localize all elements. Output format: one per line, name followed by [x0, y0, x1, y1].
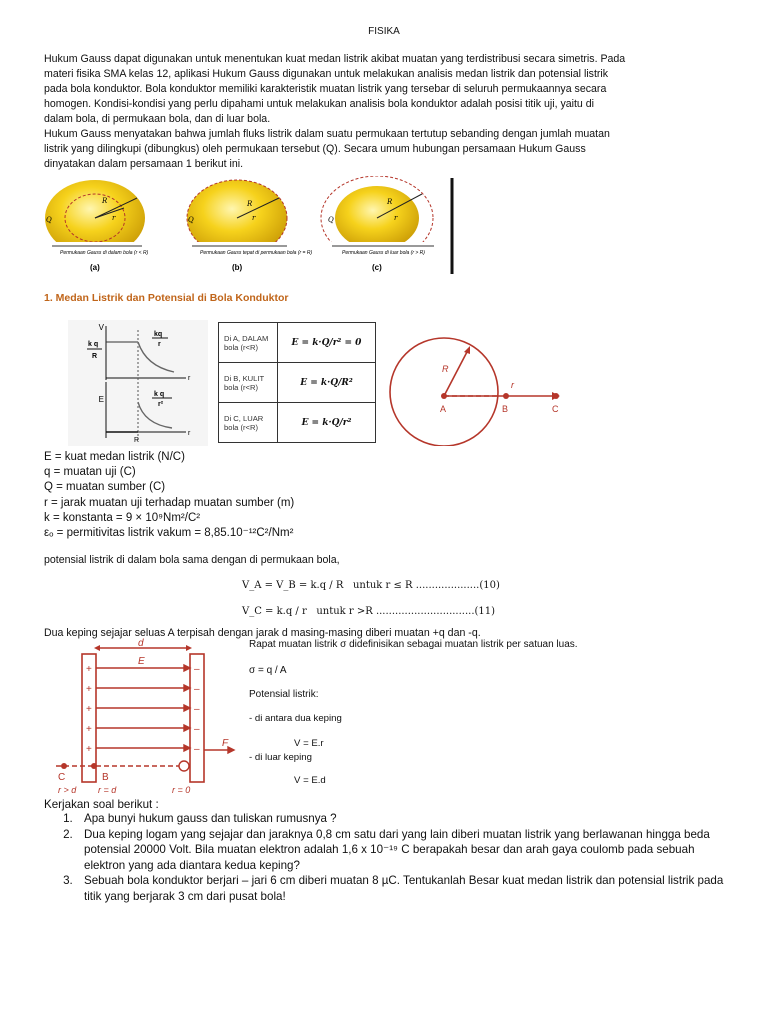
circle-diagram	[386, 330, 572, 446]
section-title: 1. Medan Listrik dan Potensial di Bola Konduktor	[44, 292, 289, 304]
sphere-caption: Permukaan Gauss tepat di permukaan bola (r = R)	[200, 250, 313, 256]
plus-sign: +	[86, 684, 92, 695]
intro-line: pada bola konduktor. Bola konduktor memiliki karakteristik muatan listrik yang tersebar di seluruh permukaannya secara	[44, 83, 607, 95]
plates-intro: Dua keping sejajar seluas A terpisah dengan jarak d masing-masing diberi muatan +q dan -q.	[44, 627, 481, 639]
eq11-lhs: V_C = k.q / r	[242, 606, 307, 617]
kq2-den: r²	[158, 401, 164, 408]
f-label: F	[222, 738, 229, 749]
table-cell: Di B, KULIT bola (r<R)	[219, 363, 278, 403]
svg-text:Q: Q	[328, 216, 334, 224]
table-row	[219, 323, 376, 363]
kq-curve-den: r	[158, 341, 161, 348]
kq-curve-label: kq	[154, 331, 163, 338]
plus-sign: +	[86, 664, 92, 675]
legend-item: εₒ = permitivitas listrik vakum = 8,85.10⁻¹²C²/Nm²	[44, 527, 294, 540]
intro-line: Hukum Gauss menyatakan bahwa jumlah fluks listrik dalam suatu permukaan tertutup sebanding dengan jumlah muatan	[44, 128, 610, 140]
variable-legend	[44, 450, 294, 541]
d-label: d	[138, 638, 144, 649]
r-axis-label: r	[188, 375, 191, 382]
sphere-caption: Permukaan Gauss di luar bola (r > R)	[342, 250, 425, 256]
outside-plates-note: - di luar keping	[249, 752, 312, 763]
c-label: C	[58, 772, 66, 783]
svg-text:r: r	[394, 214, 398, 222]
table-formula: E = k·Q/R²	[278, 363, 376, 403]
svg-text:R: R	[387, 198, 393, 206]
intro-line: dalam bola, di permukaan bola, dan di luar bola.	[44, 113, 271, 125]
sphere-caption: Permukaan Gauss di dalam bola (r < R)	[60, 250, 149, 256]
gauss-spheres-figure	[42, 176, 462, 276]
minus-sign: –	[194, 744, 200, 755]
table-formula: E = k·Q/r²	[278, 403, 376, 443]
svg-text:R: R	[102, 197, 108, 205]
legend-item: E = kuat medan listrik (N/C)	[44, 451, 185, 463]
equation-11	[242, 606, 495, 617]
eq10-cond: untuk r ≤ R	[352, 580, 413, 591]
point-c-label: C	[552, 404, 559, 414]
svg-text:r: r	[112, 214, 116, 222]
legend-item: Q = muatan sumber (C)	[44, 481, 166, 494]
kq2-label: k q	[154, 391, 165, 398]
r-axis-label: r	[188, 430, 191, 437]
r-label: r	[511, 380, 514, 390]
potential-intro: potensial listrik di dalam bola sama dengan di permukaan bola,	[44, 554, 340, 566]
intro-line: Hukum Gauss dapat digunakan untuk menentukan kuat medan listrik akibat muatan yang terdistribusi secara simetris. Pada	[44, 53, 626, 65]
potential-label: Potensial listrik:	[249, 689, 319, 700]
eq11-cond: untuk r >R	[316, 606, 373, 617]
kq-label: k q	[88, 341, 99, 348]
sphere-label: (b)	[232, 263, 243, 272]
R-tick-label: R	[134, 437, 140, 444]
svg-text:R: R	[247, 200, 253, 208]
field-potential-graph	[68, 320, 208, 446]
plus-sign: +	[86, 744, 92, 755]
question-item: 1. Apa bunyi hukum gauss dan tuliskan rumusnya ?	[76, 811, 736, 827]
sphere-label: (a)	[90, 263, 100, 272]
r-gt-d-label: r > d	[58, 785, 77, 795]
table-cell: Di C, LUAR bola (r<R)	[219, 403, 278, 443]
plus-sign: +	[86, 704, 92, 715]
svg-text:r: r	[252, 214, 256, 222]
intro-line: homogen. Kondisi-kondisi yang perlu dipahami untuk melakukan analisis bola konduktor adalah posisi titik uji, yaitu di	[44, 98, 595, 110]
point-a-label: A	[440, 404, 447, 414]
eq10-num: ....................(10)	[415, 580, 500, 591]
parallel-plates-diagram	[50, 638, 240, 798]
charge-density-note: Rapat muatan listrik σ didefinisikan sebagai muatan listrik per satuan luas.	[249, 639, 578, 650]
table-formula: E = k·Q/r² = 0	[278, 323, 376, 363]
R-label: R	[442, 364, 449, 374]
question-item: 3. Sebuah bola konduktor berjari – jari 6 cm diberi muatan 8 µC. Tentukanlah Besar kuat medan listrik dan potensial listrik pada titik yang berjarak 3 cm dari pusat bola!	[76, 873, 736, 904]
intro-line: materi fisika SMA kelas 12, aplikasi Hukum Gauss digunakan untuk melakukan analisis medan listrik dan potensial listrik	[44, 68, 609, 80]
v-ed-formula: V = E.d	[294, 775, 326, 786]
e-label: E	[138, 656, 145, 667]
legend-item: k = konstanta = 9 × 10⁹Nm²/C²	[44, 511, 201, 524]
kq-den: R	[92, 353, 98, 360]
table-row	[219, 363, 376, 403]
eq11-num: ...............................(11)	[375, 606, 496, 617]
sphere-label: (c)	[372, 263, 382, 272]
eq10-lhs: V_A = V_B = k.q / R	[242, 580, 344, 591]
intro-line: listrik yang dilingkupi (dibungkus) oleh permukaan tersebut (Q). Secara umum hubungan persamaan Hukum Gauss	[44, 143, 586, 155]
page-title: FISIKA	[368, 26, 400, 37]
point-b-label: B	[502, 404, 509, 414]
exercise-title: Kerjakan soal berikut :	[44, 798, 159, 811]
table-row	[219, 403, 376, 443]
minus-sign: –	[194, 684, 200, 695]
question-list	[44, 811, 736, 905]
legend-item: q = muatan uji (C)	[44, 466, 136, 479]
question-item: 2. Dua keping logam yang sejajar dan jaraknya 0,8 cm satu dari yang lain diberi muatan listrik yang berlawanan hingga beda potensial 20000 Volt. Bila muatan elektron adalah 1,6 x 10⁻¹⁹ C berapakah besar dan arah gaya coulomb pada sebuah elektron yang ada diantara kedua keping?	[76, 827, 736, 874]
r-zero-label: r = 0	[172, 785, 191, 795]
e-axis-label: E	[98, 395, 104, 404]
v-er-formula: V = E.r	[294, 738, 324, 749]
intro-paragraph	[44, 52, 704, 172]
svg-text:Q: Q	[46, 216, 52, 224]
minus-sign: –	[194, 724, 200, 735]
between-plates-note: - di antara dua keping	[249, 713, 342, 724]
intro-line: dinyatakan dalam persamaan 1 berikut ini.	[44, 158, 244, 170]
equation-10	[242, 580, 500, 591]
plus-sign: +	[86, 724, 92, 735]
table-cell: Di A, DALAM bola (r<R)	[219, 323, 278, 363]
b-label: B	[102, 772, 109, 783]
sigma-formula: σ = q / A	[249, 665, 287, 676]
v-axis-label: V	[98, 323, 104, 332]
field-table	[218, 322, 376, 443]
svg-text:Q: Q	[188, 216, 194, 224]
minus-sign: –	[194, 664, 200, 675]
minus-sign: –	[194, 704, 200, 715]
legend-item: r = jarak muatan uji terhadap muatan sumber (m)	[44, 496, 295, 509]
r-eq-d-label: r = d	[98, 785, 117, 795]
